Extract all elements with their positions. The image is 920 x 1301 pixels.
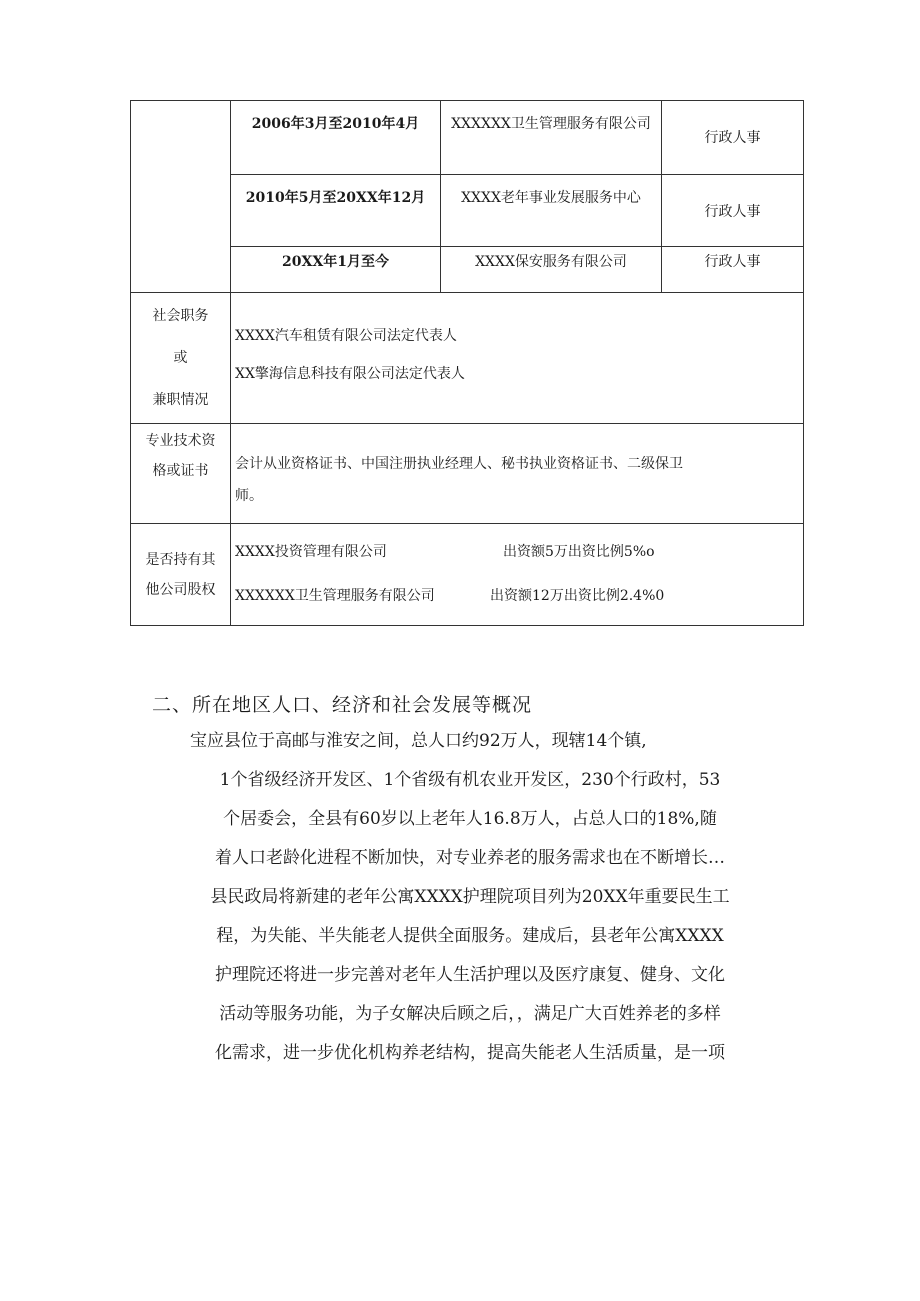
work-period: 2010年5月至20XX年12月 [231, 175, 441, 247]
body-paragraph: 宝应县位于高邮与淮安之间，总人口约92万人，现辖14个镇, 1个省级经济开发区、1个省级有机农业开发区，230个行政村，53 个居委会，全县有60岁以上老年人16.8万人，占总人口的18%,随 着人口老龄化进程不断加快，对专业养老的服务需求也在不断增长… 县民政局将新建的老年公寓XXXX护理院项目列为20XX年重要民生工 程，为失能、半失能老人提供全面服务。建成后，县老年公寓XXXX 护理院还将进一步完善对老年人生活护理以及医疗康复、健身、文化 活动等服务功能，为子女解决后顾之后，，满足广大百姓养老的多样 化需求，进一步优化机构养老结构，提高失能老人生活质量，是一项 [190, 731, 730, 1063]
work-role: 行政人事 [662, 175, 804, 247]
work-period: 20XX年1月至今 [231, 247, 441, 293]
qualifications-content: 会计从业资格证书、中国注册执业经理人、秘书执业资格证书、二级保卫 师。 [231, 424, 804, 524]
shareholdings-content [231, 524, 804, 626]
work-role: 行政人事 [662, 247, 804, 293]
work-company: XXXXXX卫生管理服务有限公司 [441, 101, 662, 175]
qualifications-row [131, 424, 804, 524]
work-company: XXXX保安服务有限公司 [441, 247, 662, 293]
shareholding-item: XXXX投资管理有限公司 出资额5万出资比例5%o [235, 544, 655, 560]
work-row [131, 175, 804, 247]
social-roles-content [231, 293, 804, 424]
social-roles-label: 社会职务 或 兼职情况 [131, 293, 231, 424]
social-role-item: XX擎海信息科技有限公司法定代表人 [235, 366, 465, 382]
social-roles-row [131, 293, 804, 424]
work-row [131, 101, 804, 175]
social-role-item: XXXX汽车租赁有限公司法定代表人 [235, 328, 457, 344]
qualifications-label: 专业技术资 格或证书 [131, 424, 231, 524]
resume-table [130, 100, 804, 626]
work-period: 2006年3月至2010年4月 [231, 101, 441, 175]
work-company: XXXX老年事业发展服务中心 [441, 175, 662, 247]
work-row [131, 247, 804, 293]
shareholding-item: XXXXXX卫生管理服务有限公司 出资额12万出资比例2.4%0 [235, 588, 665, 604]
work-label-cell [131, 101, 231, 293]
section-heading: 二、所在地区人口、经济和社会发展等概况 [152, 694, 533, 716]
work-role: 行政人事 [662, 101, 804, 175]
shareholdings-label: 是否持有其 他公司股权 [131, 524, 231, 626]
shareholdings-row [131, 524, 804, 626]
